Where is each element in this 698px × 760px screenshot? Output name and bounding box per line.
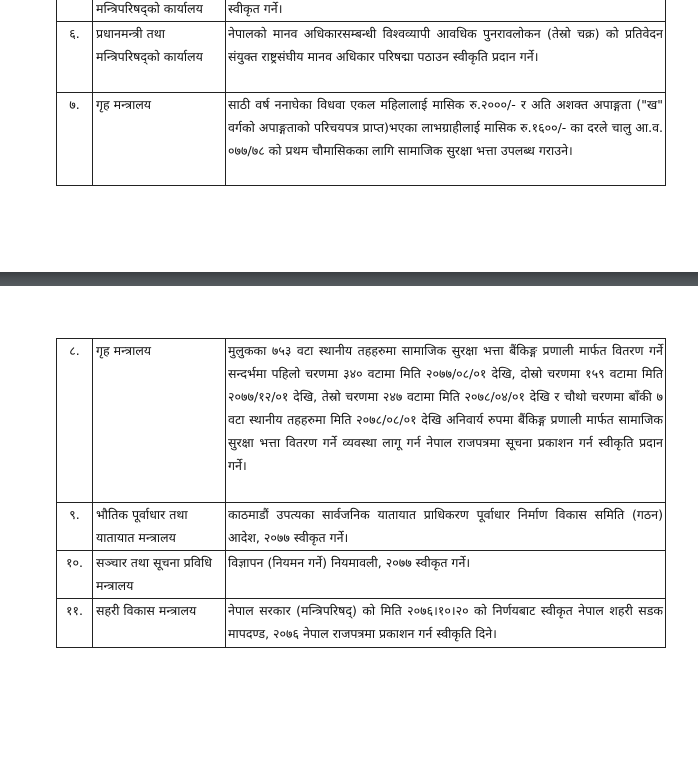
decision-cell: स्वीकृत गर्ने। — [226, 0, 666, 22]
ministry-cell: प्रधानमन्त्री तथा मन्त्रिपरिषद्को कार्यालय — [93, 22, 226, 93]
table-row — [57, 22, 666, 93]
ministry-cell: गृह मन्त्रालय — [93, 339, 226, 503]
decision-cell: मुलुकका ७५३ वटा स्थानीय तहहरुमा सामाजिक सुरक्षा भत्ता बैंकिङ्ग प्रणाली मार्फत वितरण गर्ने सन्दर्भमा पहिलो चरणमा ३४० वटामा मिति २०७७/०८/०१ देखि, दोस्रो चरणमा १५९ वटामा मिति २०७७/१२/०१ देखि, तेस्रो चरणमा २४७ वटामा मिति २०७८/०४/०१ देखि र चौथो चरणमा बाँकी ७ वटा स्थानीय तहहरुमा मिति २०७८/०८/०१ देखि अनिवार्य रुपमा बैंकिङ्ग प्रणाली मार्फत सामाजिक सुरक्षा भत्ता वितरण गर्ने व्यवस्था लागू गर्न नेपाल राजपत्रमा सूचना प्रकाशन गर्न स्वीकृति प्रदान गर्ने। — [226, 339, 666, 503]
ministry-cell: सञ्चार तथा सूचना प्रविधि मन्त्रालय — [93, 551, 226, 599]
decision-cell: नेपाल सरकार (मन्त्रिपरिषद्) को मिति २०७६।१०।२० को निर्णयबाट स्वीकृत नेपाल शहरी सडक मापदण्ड, २०७६ नेपाल राजपत्रमा प्रकाशन गर्न स्वीकृति दिने। — [226, 599, 666, 648]
row-number: १०. — [57, 551, 93, 599]
decision-cell: विज्ञापन (नियमन गर्ने) नियमावली, २०७७ स्वीकृत गर्ने। — [226, 551, 666, 599]
document-page-bottom — [0, 286, 698, 760]
table-row — [57, 599, 666, 648]
ministry-cell: भौतिक पूर्वाधार तथा यातायात मन्त्रालय — [93, 503, 226, 551]
ministry-cell: सहरी विकास मन्त्रालय — [93, 599, 226, 648]
decision-cell: काठमाडौं उपत्यका सार्वजनिक यातायात प्राधिकरण पूर्वाधार निर्माण विकास समिति (गठन) आदेश, २०७७ स्वीकृत गर्ने। — [226, 503, 666, 551]
table-row — [57, 0, 666, 22]
row-number — [57, 0, 93, 22]
row-number: ६. — [57, 22, 93, 93]
ministry-cell: मन्त्रिपरिषद्को कार्यालय — [93, 0, 226, 22]
table-row — [57, 503, 666, 551]
row-number: ८. — [57, 339, 93, 503]
decision-cell: नेपालको मानव अधिकारसम्बन्धी विश्वव्यापी आवधिक पुनरावलोकन (तेस्रो चक्र) को प्रतिवेदन संयुक्त राष्ट्रसंघीय मानव अधिकार परिषद्मा पठाउन स्वीकृति प्रदान गर्ने। — [226, 22, 666, 93]
document-page-top — [0, 0, 698, 272]
decisions-table-top — [56, 0, 666, 186]
decisions-table-bottom — [56, 338, 666, 648]
table-row — [57, 93, 666, 186]
decision-cell: साठी वर्ष ननाघेका विधवा एकल महिलालाई मासिक रु.२०००/- र अति अशक्त अपाङ्गता ("ख" वर्गको अपाङ्गताको परिचयपत्र प्राप्त)भएका लाभग्राहीलाई मासिक रु.१६००/- का दरले चालु आ.व. ०७७/७८ को प्रथम चौमासिकका लागि सामाजिक सुरक्षा भत्ता उपलब्ध गराउने। — [226, 93, 666, 186]
page-separator — [0, 272, 698, 287]
row-number: ९. — [57, 503, 93, 551]
table-row — [57, 339, 666, 503]
table-row — [57, 551, 666, 599]
row-number: ७. — [57, 93, 93, 186]
ministry-cell: गृह मन्त्रालय — [93, 93, 226, 186]
row-number: ११. — [57, 599, 93, 648]
